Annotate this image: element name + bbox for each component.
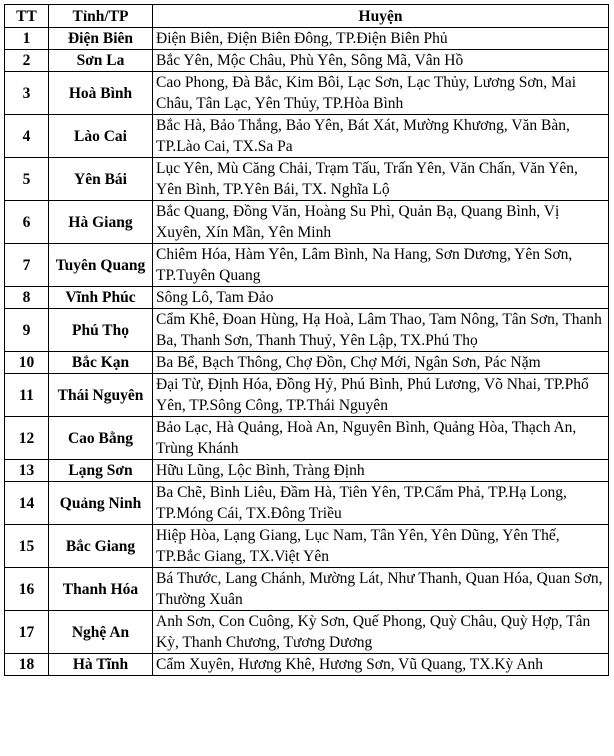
province-name: Bắc Giang xyxy=(49,525,153,568)
table-row xyxy=(5,352,609,374)
district-list: Bá Thước, Lang Chánh, Mường Lát, Như Thanh, Quan Hóa, Quan Sơn, Thường Xuân xyxy=(153,568,609,611)
province-name: Tuyên Quang xyxy=(49,244,153,287)
row-number: 10 xyxy=(5,352,49,374)
district-list: Hữu Lũng, Lộc Bình, Tràng Định xyxy=(153,460,609,482)
table-row xyxy=(5,654,609,676)
district-list: Anh Sơn, Con Cuông, Kỳ Sơn, Quế Phong, Quỳ Châu, Quỳ Hợp, Tân Kỳ, Thanh Chương, Tương Dương xyxy=(153,611,609,654)
row-number: 3 xyxy=(5,72,49,115)
province-name: Thanh Hóa xyxy=(49,568,153,611)
table-row xyxy=(5,482,609,525)
row-number: 5 xyxy=(5,158,49,201)
province-name: Cao Bằng xyxy=(49,417,153,460)
district-list: Cẩm Khê, Đoan Hùng, Hạ Hoà, Lâm Thao, Tam Nông, Tân Sơn, Thanh Ba, Thanh Sơn, Thanh Thuỷ, Yên Lập, TX.Phú Thọ xyxy=(153,309,609,352)
province-name: Lào Cai xyxy=(49,115,153,158)
table-row xyxy=(5,525,609,568)
district-list: Hiệp Hòa, Lạng Giang, Lục Nam, Tân Yên, Yên Dũng, Yên Thế, TP.Bắc Giang, TX.Việt Yên xyxy=(153,525,609,568)
row-number: 17 xyxy=(5,611,49,654)
district-list: Ba Bể, Bạch Thông, Chợ Đồn, Chợ Mới, Ngân Sơn, Pác Nặm xyxy=(153,352,609,374)
row-number: 7 xyxy=(5,244,49,287)
province-name: Thái Nguyên xyxy=(49,374,153,417)
table-row xyxy=(5,287,609,309)
province-name: Nghệ An xyxy=(49,611,153,654)
province-name: Hà Tĩnh xyxy=(49,654,153,676)
district-list: Cao Phong, Đà Bắc, Kim Bôi, Lạc Sơn, Lạc Thủy, Lương Sơn, Mai Châu, Tân Lạc, Yên Thủy, TP.Hòa Bình xyxy=(153,72,609,115)
district-list: Bắc Hà, Bảo Thắng, Bảo Yên, Bát Xát, Mường Khương, Văn Bàn, TP.Lào Cai, TX.Sa Pa xyxy=(153,115,609,158)
table-row xyxy=(5,115,609,158)
table-row xyxy=(5,611,609,654)
table-row xyxy=(5,244,609,287)
table-row xyxy=(5,158,609,201)
row-number: 4 xyxy=(5,115,49,158)
province-name: Phú Thọ xyxy=(49,309,153,352)
table-row xyxy=(5,309,609,352)
district-list: Bảo Lạc, Hà Quảng, Hoà An, Nguyên Bình, Quảng Hòa, Thạch An, Trùng Khánh xyxy=(153,417,609,460)
row-number: 1 xyxy=(5,28,49,50)
district-list: Chiêm Hóa, Hàm Yên, Lâm Bình, Na Hang, Sơn Dương, Yên Sơn, TP.Tuyên Quang xyxy=(153,244,609,287)
province-name: Vĩnh Phúc xyxy=(49,287,153,309)
row-number: 15 xyxy=(5,525,49,568)
province-name: Yên Bái xyxy=(49,158,153,201)
header-districts: Huyện xyxy=(153,5,609,28)
table-row xyxy=(5,28,609,50)
row-number: 8 xyxy=(5,287,49,309)
table-row xyxy=(5,568,609,611)
province-name: Lạng Sơn xyxy=(49,460,153,482)
province-name: Điện Biên xyxy=(49,28,153,50)
province-name: Sơn La xyxy=(49,50,153,72)
row-number: 2 xyxy=(5,50,49,72)
header-province: Tỉnh/TP xyxy=(49,5,153,28)
table-row xyxy=(5,50,609,72)
row-number: 14 xyxy=(5,482,49,525)
district-list: Lục Yên, Mù Căng Chải, Trạm Tấu, Trấn Yên, Văn Chấn, Văn Yên, Yên Bình, TP.Yên Bái, TX. Nghĩa Lộ xyxy=(153,158,609,201)
district-table xyxy=(4,4,609,676)
district-list: Điện Biên, Điện Biên Đông, TP.Điện Biên Phủ xyxy=(153,28,609,50)
table-row xyxy=(5,460,609,482)
table-row xyxy=(5,374,609,417)
district-list: Sông Lô, Tam Đảo xyxy=(153,287,609,309)
row-number: 16 xyxy=(5,568,49,611)
district-list: Đại Từ, Định Hóa, Đồng Hỷ, Phú Bình, Phú Lương, Võ Nhai, TP.Phổ Yên, TP.Sông Công, TP.Thái Nguyên xyxy=(153,374,609,417)
province-name: Hà Giang xyxy=(49,201,153,244)
table-row xyxy=(5,417,609,460)
province-name: Bắc Kạn xyxy=(49,352,153,374)
row-number: 9 xyxy=(5,309,49,352)
province-name: Hoà Bình xyxy=(49,72,153,115)
row-number: 13 xyxy=(5,460,49,482)
header-tt: TT xyxy=(5,5,49,28)
row-number: 12 xyxy=(5,417,49,460)
district-list: Bắc Yên, Mộc Châu, Phù Yên, Sông Mã, Vân Hồ xyxy=(153,50,609,72)
row-number: 11 xyxy=(5,374,49,417)
table-row xyxy=(5,201,609,244)
row-number: 18 xyxy=(5,654,49,676)
province-name: Quảng Ninh xyxy=(49,482,153,525)
table-row xyxy=(5,72,609,115)
row-number: 6 xyxy=(5,201,49,244)
district-list: Bắc Quang, Đồng Văn, Hoàng Su Phì, Quản Bạ, Quang Bình, Vị Xuyên, Xín Mần, Yên Minh xyxy=(153,201,609,244)
district-list: Ba Chẽ, Bình Liêu, Đầm Hà, Tiên Yên, TP.Cẩm Phả, TP.Hạ Long, TP.Móng Cái, TX.Đông Triều xyxy=(153,482,609,525)
table-body xyxy=(5,28,609,676)
district-list: Cẩm Xuyên, Hương Khê, Hương Sơn, Vũ Quang, TX.Kỳ Anh xyxy=(153,654,609,676)
header-row xyxy=(5,5,609,28)
